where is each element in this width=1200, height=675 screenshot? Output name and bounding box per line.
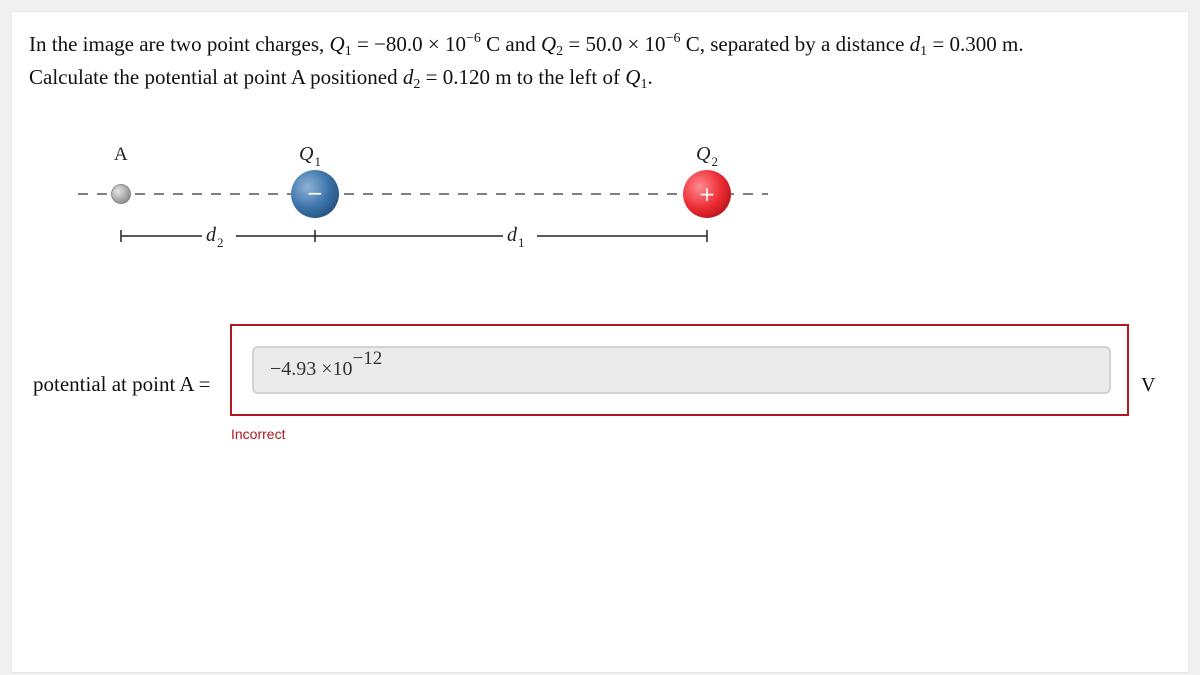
answer-mantissa: −4.93 ×10 [270,358,353,380]
q1-figure-label: $Q_1$ [299,143,321,169]
minus-sign-icon: − [306,181,324,205]
q2-symbol: Q [540,32,557,56]
answer-exponent: −12 [352,348,383,369]
feedback-status: Incorrect [231,426,286,442]
answer-label: potential at point A = [33,372,211,396]
unit-label: V [1141,374,1156,396]
plus-sign-icon: + [698,182,716,206]
q2-figure-label: $Q_2$ [696,143,718,169]
charge-diagram [0,0,1200,300]
d1-figure-label: $d_1$ [507,224,525,250]
q1-symbol: Q [329,32,345,56]
potential-answer-input[interactable] [252,346,1111,394]
d1-symbol: d [909,32,921,56]
d2-symbol: d [402,65,414,89]
point-a-label: A [114,144,128,165]
problem-line-2: Calculate the potential at point A positioned $d_2 = 0.120$ m to the left of $Q_1$. [29,65,653,92]
point-a-marker [112,185,131,204]
answer-box-incorrect [230,324,1129,416]
problem-line-1: In the image are two point charges, $Q_1 = -80.0 \times 10^{-6}$ C and $Q_2 = 50.0 \times 10^{-6}$ C, separated by a distance $d_1 = 0.300$ m. [29,31,1024,59]
d2-figure-label: $d_2$ [206,224,224,250]
